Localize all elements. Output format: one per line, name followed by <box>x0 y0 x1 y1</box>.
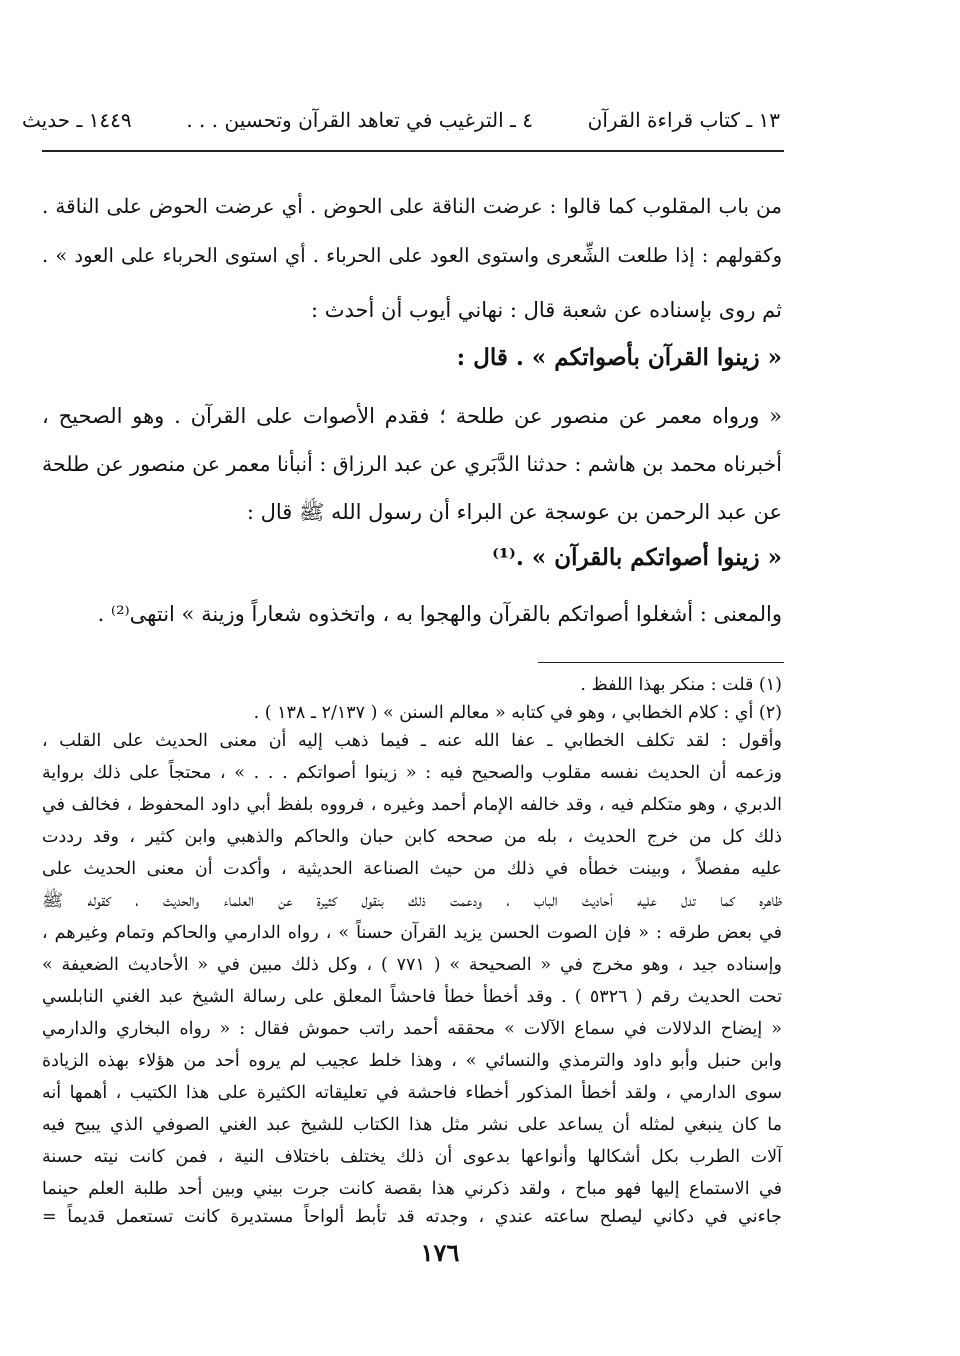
body-line: « ورواه معمر عن منصور عن طلحة ؛ فقدم الأصوات على القرآن . وهو الصحيح ، <box>42 404 782 428</box>
header-rule <box>42 150 784 152</box>
page-number: ١٧٦ <box>420 1238 460 1267</box>
body-line: والمعنى : أشغلوا أصواتكم بالقرآن والهجوا به ، واتخذوه شعاراً وزينة » انتهى⁽²⁾ . <box>97 602 782 626</box>
hadith-text: « زينوا القرآن بأصواتكم » . قال : <box>456 344 782 371</box>
running-header <box>22 100 780 140</box>
footnote-separator <box>538 662 784 663</box>
footnote-line: عليه مفصلاً ، وبينت خطأه في ذلك من حيث الصناعة الحديثية ، وأكدت أن معنى الحديث على <box>42 859 782 879</box>
footnote-line: وأقول : لقد تكلف الخطابي ـ عفا الله عنه ـ فيما ذهب إليه أن معنى الحديث على القلب ، <box>42 731 782 751</box>
body-line: من باب المقلوب كما قالوا : عرضت الناقة على الحوض . أي عرضت الحوض على الناقة . <box>42 194 782 218</box>
body-line: عن عبد الرحمن بن عوسجة عن البراء أن رسول الله ﷺ قال : <box>246 500 782 524</box>
body-line: ثم روى بإسناده عن شعبة قال : نهاني أيوب أن أحدث : <box>310 298 782 322</box>
footnote-line: (١) قلت : منكر بهذا اللفظ . <box>580 675 782 695</box>
footnote-line: سوى الدارمي ، ولقد أخطأ المذكور أخطاء فاحشة في تعليقاته الكثيرة على هذا الكتيب ، أهمها أنه <box>42 1083 782 1103</box>
footnote-line: في الاستماع إليها فهو مباح ، ولقد ذكرني هذا بقصة كانت جرت بيني وبين أحد طلبة العلم حينما <box>42 1179 782 1199</box>
footnote-line: ظاهره كما تدل عليه أحاديث الباب ، ودعمت ذلك بنقول كثيرة عن العلماء والحديث ، كقوله ﷺ <box>42 891 782 911</box>
footnote-line: « إيضاح الدلالات في سماع الآلات » محققه أحمد راتب حموش فقال : « رواه البخاري والدارمي <box>42 1019 782 1039</box>
footnote-line: (٢) أي : كلام الخطابي ، وهو في كتابه « معالم السنن » ( ٢/١٣٧ ـ ١٣٨ ) . <box>253 703 782 723</box>
footnote-line: وإسناده جيد ، وهو مخرج في « الصحيحة » ( ٧٧١ ) ، وكل ذلك مبين في « الأحاديث الضعيفة » <box>42 955 782 975</box>
footnote-line: في بعض طرقه : « فإن الصوت الحسن يزيد القرآن حسناً » ، رواه الدارمي والحاكم وتمام وغيرهم ، <box>42 923 782 943</box>
footnote-line: جاءني في دكاني ليصلح ساعته عندي ، وجدته قد تأبط ألواحاً مستديرة كانت تستعمل قديماً = <box>42 1207 782 1227</box>
footnote-line: الدبري ، وهو متكلم فيه ، وقد خالفه الإمام أحمد وغيره ، فرووه بلفظ أبي داود المحفوظ ، فخالف في <box>42 795 782 815</box>
footnote-line: ذلك كل من خرج الحديث ، بله من صححه كابن حبان والحاكم والذهبي وابن كثير ، وقد رددت <box>42 827 782 847</box>
header-section: ٤ ـ الترغيب في تعاهد القرآن وتحسين . . . <box>186 108 533 132</box>
footnote-line: وزعمه أن الحديث نفسه مقلوب والصحيح فيه : « زينوا أصواتكم . . . » ، محتجاً على ذلك برواية <box>42 763 782 783</box>
footnote-line: آلات الطرب بكل أشكالها وأنواعها بدعوى أن ذلك يختلف باختلاف النية ، فمن كانت نيته حسنة <box>42 1147 782 1167</box>
body-line: أخبرناه محمد بن هاشم : حدثنا الدَّبَري عن عبد الرزاق : أنبأنا معمر عن منصور عن طلحة <box>41 452 782 476</box>
body-line: وكقولهم : إذا طلعت الشِّعرى واستوى العود على الحرباء . أي استوى الحرباء على العود » . <box>42 244 782 267</box>
header-hadith-number: ١٤٤٩ ـ حديث <box>22 108 132 132</box>
footnote-line: تحت الحديث رقم ( ٥٣٢٦ ) . وقد أخطأ خطأ فاحشاً المعلق على رسالة الشيخ عبد الغني النابلسي <box>42 987 782 1007</box>
footnote-line: وابن حنبل وأبو داود والترمذي والنسائي » ، وهذا خلط عجيب لم يروه أحد من هؤلاء بهذه الزيادة <box>42 1051 782 1071</box>
hadith-text: « زينوا أصواتكم بالقرآن » .⁽¹⁾ <box>492 544 782 571</box>
footnote-line: ما كان ينبغي لمثله أن يساعد على نشر مثل هذا الكتاب للشيخ عبد الغني الصوفي الذي يبيح فيه <box>42 1115 782 1135</box>
header-chapter: ١٣ ـ كتاب قراءة القرآن <box>587 108 780 132</box>
